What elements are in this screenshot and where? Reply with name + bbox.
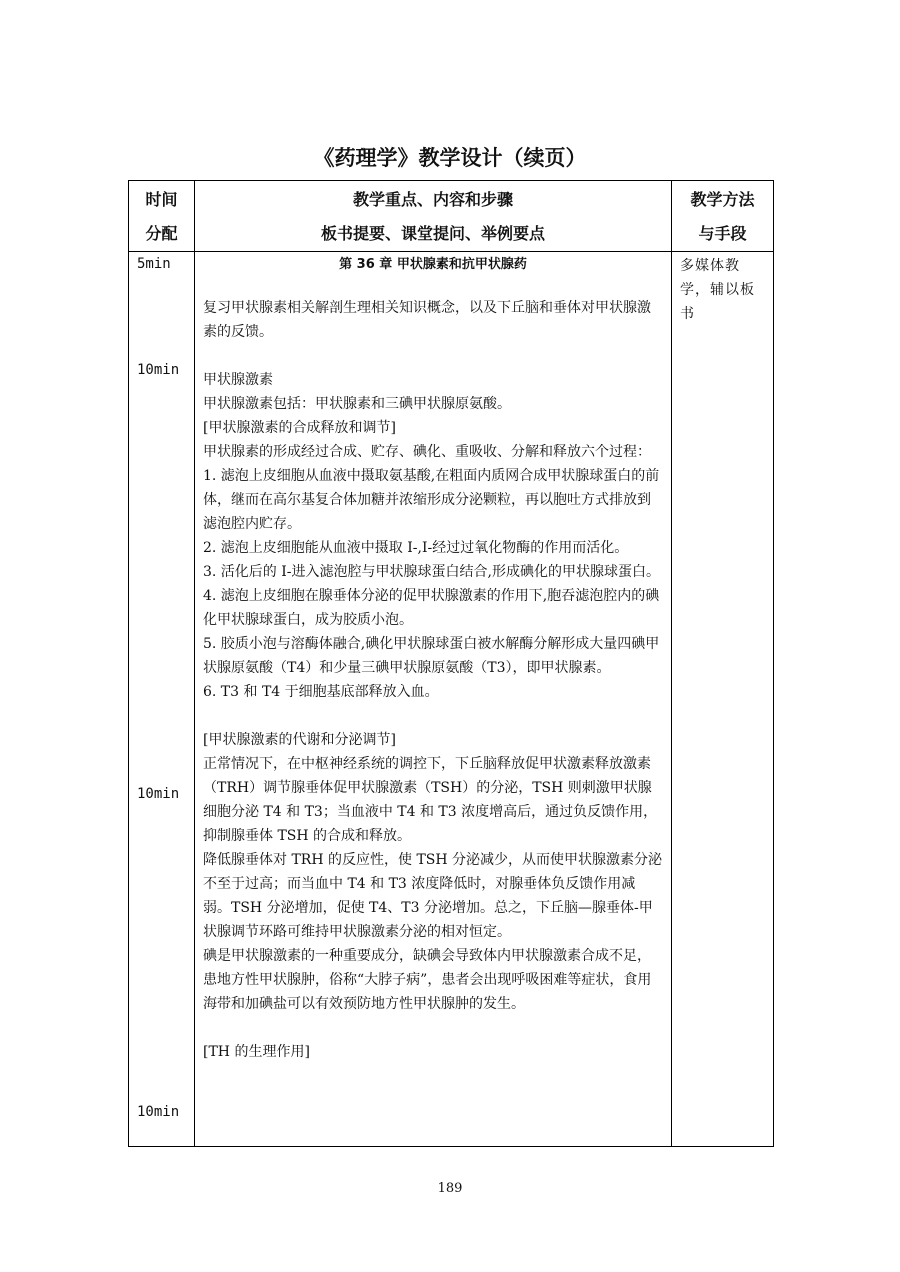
chapter-title: 第 36 章 甲状腺素和抗甲状腺药 [339, 257, 527, 272]
content-paragraph: 2. 滤泡上皮细胞能从血液中摄取 I-,I-经过过氧化物酶的作用而活化。 [203, 540, 629, 556]
content-paragraph: 正常情况下，在中枢神经系统的调控下，下丘脑释放促甲状激素释放激素（TRH）调节腺垂体促甲状腺激素（TSH）的分泌，TSH 则刺激甲状腺细胞分泌 T4 和 T3；当血液中 T4 和 T3 浓度增高后，通过负反馈作用，抑制腺垂体 TSH 的合成和释放。 [203, 756, 658, 844]
content-paragraph: 5. 胶质小泡与溶酶体融合,碘化甲状腺球蛋白被水解酶分解形成大量四碘甲状腺原氨酸（T4）和少量三碘甲状腺原氨酸（T3），即甲状腺素。 [203, 636, 660, 676]
header-time-line2: 分配 [145, 224, 178, 243]
content-paragraph: 1. 滤泡上皮细胞从血液中摄取氨基酸,在粗面内质网合成甲状腺球蛋白的前体，继而在高尔基复合体加糖并浓缩形成分泌颗粒，再以胞吐方式排放到滤泡腔内贮存。 [203, 468, 660, 532]
header-time-line1: 时间 [145, 190, 178, 209]
paragraph-gap [203, 344, 663, 368]
content-cell [195, 252, 672, 1147]
header-method-line1: 教学方法 [690, 190, 755, 209]
content-paragraphs [203, 296, 663, 1064]
time-label: 10min [137, 362, 180, 378]
content-paragraph: 甲状腺激素 [203, 372, 273, 388]
paragraph-gap [203, 1016, 663, 1040]
content-paragraph: 甲状腺素的形成经过合成、贮存、碘化、重吸收、分解和释放六个过程： [203, 444, 651, 460]
time-label: 10min [137, 786, 180, 802]
time-label: 5min [137, 256, 171, 272]
header-method [672, 181, 774, 252]
content-paragraph: [TH 的生理作用] [203, 1044, 310, 1060]
time-allocation-cell [129, 252, 195, 1147]
header-time [129, 181, 195, 252]
method-cell [672, 252, 774, 1147]
content-paragraph: 6. T3 和 T4 于细胞基底部释放入血。 [203, 684, 439, 700]
content-paragraph: 降低腺垂体对 TRH 的反应性，使 TSH 分泌减少，从而使甲状腺激素分泌不至于过高；而当血中 T4 和 T3 浓度降低时，对腺垂体负反馈作用减弱。TSH 分泌增加，促使 T4、T3 分泌增加。总之，下丘脑—腺垂体-甲状腺调节环路可维持甲状腺激素分泌的相对恒定。 [203, 852, 663, 940]
content-paragraph: 碘是甲状腺激素的一种重要成分，缺碘会导致体内甲状腺激素合成不足，患地方性甲状腺肿，俗称“大脖子病”，患者会出现呼吸困难等症状，食用海带和加碘盐可以有效预防地方性甲状腺肿的发生。 [203, 948, 652, 1012]
paragraph-gap [203, 704, 663, 728]
page-number: 189 [437, 1181, 463, 1196]
content-paragraph: 复习甲状腺素相关解剖生理相关知识概念，以及下丘脑和垂体对甲状腺激素的反馈。 [203, 300, 651, 340]
content-paragraph: 4. 滤泡上皮细胞在腺垂体分泌的促甲状腺激素的作用下,胞吞滤泡腔内的碘化甲状腺球蛋白，成为胶质小泡。 [203, 588, 660, 628]
document-title: 《药理学》教学设计（续页） [313, 146, 587, 170]
table-header-row [129, 181, 774, 252]
teaching-method-text: 多媒体教学，辅以板书 [680, 258, 755, 322]
content-paragraph: [甲状腺激素的代谢和分泌调节] [203, 732, 396, 748]
table-body-row [129, 252, 774, 1147]
content-paragraph: [甲状腺激素的合成释放和调节] [203, 420, 396, 436]
lesson-plan-table [128, 180, 774, 1147]
time-label: 10min [137, 1104, 180, 1120]
header-content-line2: 板书提要、课堂提问、举例要点 [320, 224, 545, 243]
header-content-line1: 教学重点、内容和步骤 [352, 190, 513, 209]
header-content [195, 181, 672, 252]
content-paragraph: 3. 活化后的 I-进入滤泡腔与甲状腺球蛋白结合,形成碘化的甲状腺球蛋白。 [203, 564, 660, 580]
header-method-line2: 与手段 [698, 224, 747, 243]
content-paragraph: 甲状腺激素包括：甲状腺素和三碘甲状腺原氨酸。 [203, 396, 511, 412]
